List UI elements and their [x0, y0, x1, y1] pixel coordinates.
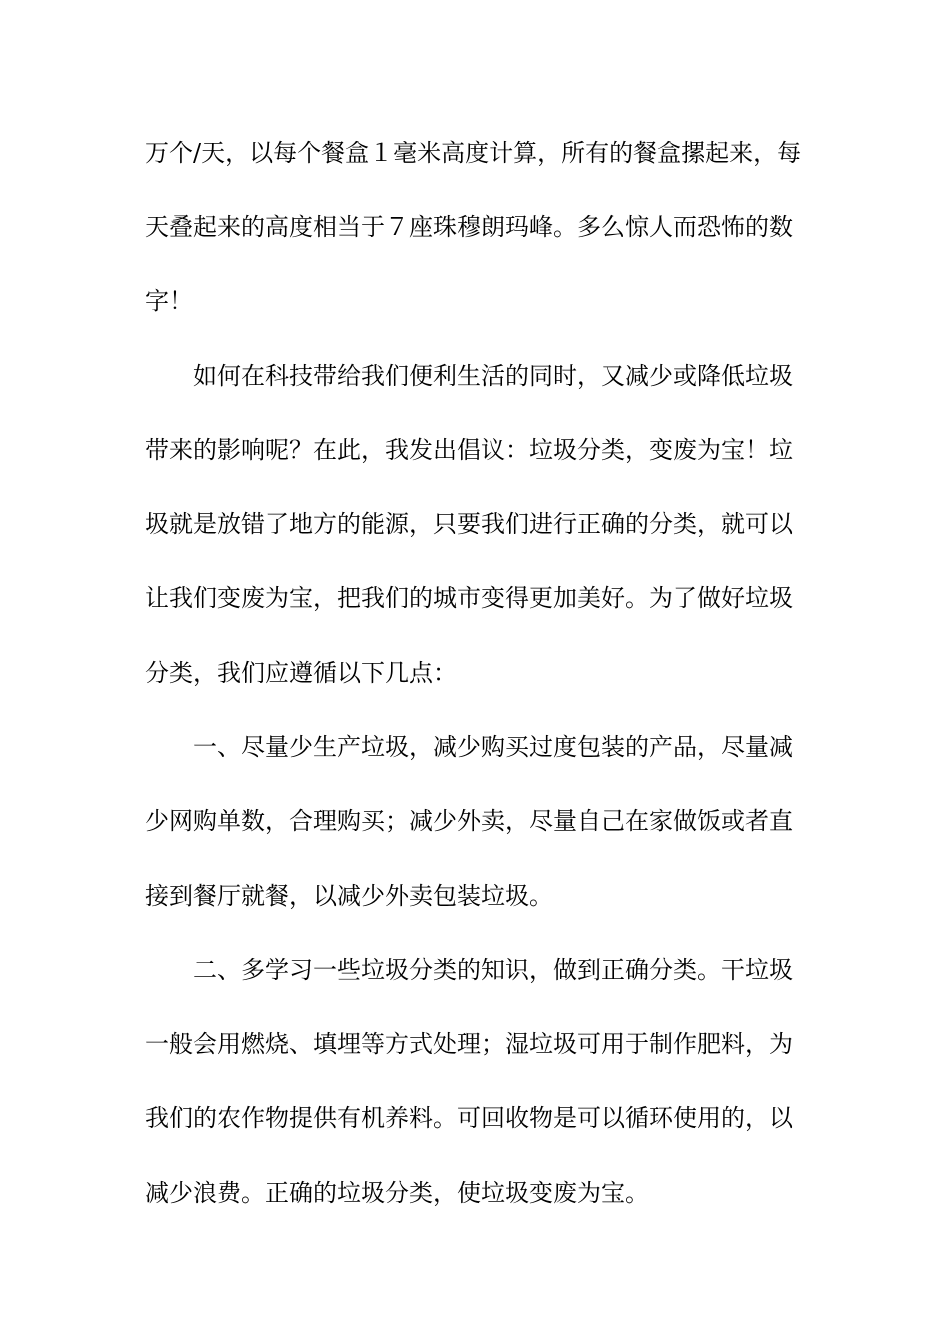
text-line: 字！ [145, 287, 193, 315]
paragraph-first-line: 二、多学习一些垃圾分类的知识，做到正确分类。干垃圾 [193, 956, 793, 984]
text-line: 少网购单数，合理购买；减少外卖，尽量自己在家做饭或者直 [145, 807, 793, 835]
text-line: 我们的农作物提供有机养料。可回收物是可以循环使用的，以 [145, 1104, 793, 1132]
text-line: 带来的影响呢？在此，我发出倡议：垃圾分类，变废为宝！垃 [145, 436, 793, 464]
paragraph-first-line: 如何在科技带给我们便利生活的同时，又减少或降低垃圾 [193, 362, 793, 390]
text-line: 圾就是放错了地方的能源，只要我们进行正确的分类，就可以 [145, 510, 793, 538]
text-line: 分类，我们应遵循以下几点： [145, 659, 457, 687]
text-line: 减少浪费。正确的垃圾分类，使垃圾变废为宝。 [145, 1179, 649, 1207]
text-line: 万个/天，以每个餐盒１毫米高度计算，所有的餐盒摞起来，每 [145, 139, 802, 167]
text-line: 一般会用燃烧、填埋等方式处理；湿垃圾可用于制作肥料，为 [145, 1030, 793, 1058]
text-line: 让我们变废为宝，把我们的城市变得更加美好。为了做好垃圾 [145, 584, 793, 612]
text-line: 接到餐厅就餐，以减少外卖包装垃圾。 [145, 882, 553, 910]
text-line: 天叠起来的高度相当于７座珠穆朗玛峰。多么惊人而恐怖的数 [145, 213, 793, 241]
paragraph-first-line: 一、尽量少生产垃圾，减少购买过度包装的产品，尽量减 [193, 733, 793, 761]
